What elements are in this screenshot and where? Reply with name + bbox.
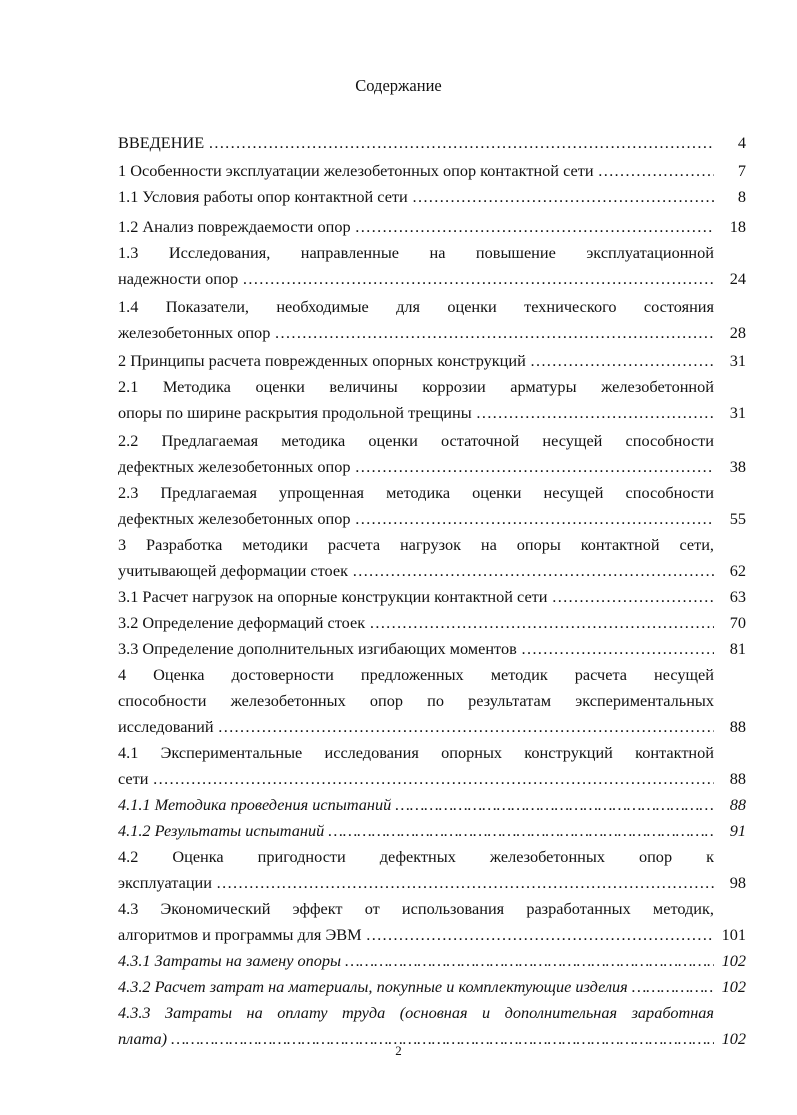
toc-entry-page: 81: [729, 639, 746, 658]
toc-entry-page: 88: [729, 717, 746, 736]
toc-entry-title: 1.1 Условия работы опор контактной сети ………………………………………………………………………………………………………………………………………………………………………………………: [118, 185, 714, 209]
toc-entry-title: 1.3 Исследования, направленные на повышение эксплуатационной: [118, 243, 714, 262]
toc-entry-page: 7: [737, 161, 746, 180]
toc-entry-title: дефектных железобетонных опор ………………………………………………………………………………………………………………………………………………………………………………………: [118, 455, 714, 479]
toc-entry-title: способности железобетонных опор по результатам экспериментальных: [118, 691, 714, 710]
toc-entry-title: 2 Принципы расчета поврежденных опорных конструкций ………………………………………………………………………………………………………………………………………………………………………………………: [118, 349, 714, 373]
toc-entry-page: 88: [729, 795, 746, 814]
toc-entry-page: 102: [721, 977, 746, 996]
toc-entry-title: 4.3.3 Затраты на оплату труда (основная и дополнительная заработная: [118, 1003, 714, 1022]
toc-entry-title: плата) ………………………………………………………………………………………………………………………………………………………………………………………: [118, 1027, 714, 1051]
toc-entry-page: 102: [721, 951, 746, 970]
toc-entry-page: 55: [729, 509, 746, 528]
toc-entry-title: исследований ………………………………………………………………………………………………………………………………………………………………………………………: [118, 715, 714, 739]
toc-entry-page: 70: [729, 613, 746, 632]
toc-entry-title: 2.3 Предлагаемая упрощенная методика оценки несущей способности: [118, 483, 714, 502]
toc-entry-title: 3.1 Расчет нагрузок на опорные конструкции контактной сети ………………………………………………………………………………………………………………………………………………………………………………………: [118, 585, 714, 609]
page-number: 2: [395, 1043, 402, 1058]
toc-entry-page: 91: [729, 821, 746, 840]
toc-entry-title: 1.2 Анализ повреждаемости опор ………………………………………………………………………………………………………………………………………………………………………………………: [118, 215, 714, 239]
toc-entry-title: 3.3 Определение дополнительных изгибающих моментов ………………………………………………………………………………………………………………………………………………………………………………………: [118, 637, 714, 661]
toc-entry-page: 98: [729, 873, 746, 892]
toc-entry-title: 3.2 Определение деформаций стоек ………………………………………………………………………………………………………………………………………………………………………………………: [118, 611, 714, 635]
toc-entry-title: 4.2 Оценка пригодности дефектных железобетонных опор к: [118, 847, 714, 866]
toc-entry-page: 31: [729, 403, 746, 422]
toc-entry-page: 88: [729, 769, 746, 788]
toc-entry-title: 4.1 Экспериментальные исследования опорных конструкций контактной: [118, 743, 714, 762]
toc-entry-page: 62: [729, 561, 746, 580]
toc-entry-title: 4.3.2 Расчет затрат на материалы, покупные и комплектующие изделия ………………………………………………………………………………………………………………………………………………………………………………………: [118, 975, 714, 999]
toc-entry-page: 28: [729, 323, 746, 342]
toc-entry-title: ВВЕДЕНИЕ ………………………………………………………………………………………………………………………………………………………………………………………: [118, 131, 714, 155]
toc-entry-title: 4.3 Экономический эффект от использования разработанных методик,: [118, 899, 714, 918]
toc-entry-title: эксплуатации ………………………………………………………………………………………………………………………………………………………………………………………: [118, 871, 714, 895]
toc-entry-title: 1 Особенности эксплуатации железобетонных опор контактной сети ………………………………………………………………………………………………………………………………………………………………………………………: [118, 159, 714, 183]
toc-entry-title: 2.2 Предлагаемая методика оценки остаточной несущей способности: [118, 431, 714, 450]
toc-entry-page: 38: [729, 457, 746, 476]
toc-entry-page: 18: [729, 217, 746, 236]
toc-entry-title: 3 Разработка методики расчета нагрузок на опоры контактной сети,: [118, 535, 714, 554]
toc-entry-title: 4.3.1 Затраты на замену опоры ………………………………………………………………………………………………………………………………………………………………………………………: [118, 949, 714, 973]
toc-entry-page: 102: [721, 1029, 746, 1048]
toc-entry-title: опоры по ширине раскрытия продольной трещины ………………………………………………………………………………………………………………………………………………………………………………………: [118, 401, 714, 425]
toc-entry-title: сети ………………………………………………………………………………………………………………………………………………………………………………………: [118, 767, 714, 791]
toc-entry-page: 8: [737, 187, 746, 206]
toc-entry-page: 24: [729, 269, 746, 288]
toc-entry-title: 4 Оценка достоверности предложенных методик расчета несущей: [118, 665, 714, 684]
toc-entry-title: 2.1 Методика оценки величины коррозии арматуры железобетонной: [118, 377, 714, 396]
toc-entry-title: 4.1.1 Методика проведения испытаний ………………………………………………………………………………………………………………………………………………………………………………………: [118, 793, 714, 817]
toc-entry-title: дефектных железобетонных опор ………………………………………………………………………………………………………………………………………………………………………………………: [118, 507, 714, 531]
toc-entry-page: 4: [737, 133, 746, 152]
toc-entry-page: 31: [729, 351, 746, 370]
toc-entry-title: 1.4 Показатели, необходимые для оценки технического состояния: [118, 297, 714, 316]
toc-entry-title: железобетонных опор ………………………………………………………………………………………………………………………………………………………………………………………: [118, 321, 714, 345]
toc-entry-title: алгоритмов и программы для ЭВМ ………………………………………………………………………………………………………………………………………………………………………………………: [118, 923, 714, 947]
toc-heading: Содержание: [355, 76, 442, 95]
toc-entry-page: 101: [721, 925, 746, 944]
toc-entry-page: 63: [729, 587, 746, 606]
toc-entry-title: 4.1.2 Результаты испытаний ………………………………………………………………………………………………………………………………………………………………………………………: [118, 819, 714, 843]
toc-entry-title: учитывающей деформации стоек ………………………………………………………………………………………………………………………………………………………………………………………: [118, 559, 714, 583]
toc-entry-title: надежности опор ………………………………………………………………………………………………………………………………………………………………………………………: [118, 267, 714, 291]
